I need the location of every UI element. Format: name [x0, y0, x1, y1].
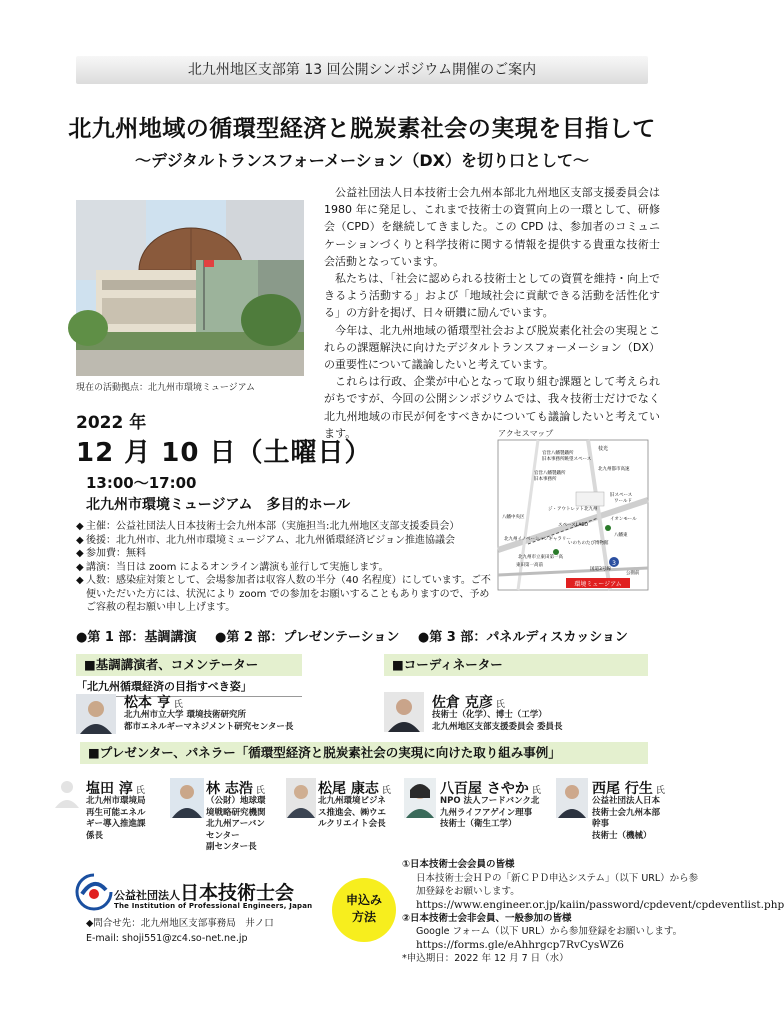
keynote-speaker-photo — [76, 694, 116, 734]
svg-text:公園前: 公園前 — [626, 571, 640, 576]
keynote-speaker-affiliation: 北九州市立大学 環境技術研究所 都市エネルギーマネジメント研究センター長 — [124, 710, 294, 732]
member-text: 日本技術士会ＨＰの「新ＣＰＤ申込システム」（以下 URL）から参加登録をお願いします。 — [416, 872, 699, 897]
presenter-5-affiliation: 公益社団法人日本 技術士会九州本部 幹事 技術士（機械） — [592, 796, 661, 841]
coordinator-affiliation: 技術士（化学）、博士（工学） 北九州地区支部支援委員会 委員長 — [432, 710, 563, 732]
svg-text:旧スペース: 旧スペース — [610, 493, 633, 498]
part-2: ●第 2 部：プレゼンテーション — [214, 630, 400, 645]
svg-text:東田第一高前: 東田第一高前 — [516, 563, 543, 568]
apply-instructions — [402, 858, 784, 965]
svg-text:国道3号線: 国道3号線 — [590, 567, 611, 572]
event-year: 2022 年 — [76, 413, 147, 433]
svg-text:旧本事務所眺望スペース: 旧本事務所眺望スペース — [542, 457, 592, 462]
presenter-section-bar: ■プレゼンター、パネラー「循環型経済と脱炭素社会の実現に向けた取り組み事例」 — [80, 742, 648, 764]
event-date: 12 月 10 日（土曜日） — [76, 438, 372, 468]
presenter-4-affiliation: NPO 法人フードバンク北 九州ライフアゲイン理事 技術士（衛生工学） — [440, 796, 540, 829]
member-url-link[interactable]: https://www.engineer.or.jp/kaiin/password/cpdevent/cpdeventlist.php — [416, 898, 784, 911]
org-name: 公益社団法人日本技術士会 — [114, 882, 295, 904]
part-1: ●第 1 部：基調講演 — [76, 630, 197, 645]
svg-text:官営八幡製鐵所: 官営八幡製鐵所 — [534, 471, 566, 476]
keynote-speaker-name: 松本 亨 氏 — [124, 695, 183, 711]
event-venue: 北九州市環境ミュージアム 多目的ホール — [86, 497, 351, 513]
svg-text:八幡東: 八幡東 — [614, 533, 628, 538]
svg-text:北九州市立東田第一高: 北九州市立東田第一高 — [518, 555, 563, 560]
presenter-2-affiliation: （公財）地球環 境戦略研究機関 北九州アーバン センター 副センター長 — [206, 796, 266, 852]
detail-capacity: 人数：感染症対策として、会場参加者は収容人数の半分（40 名程度）にしています。ご不便いただいた方には、状況により zoom での参加をお願いすることもありますので、予めご容赦の程お願い申し上げます。 — [86, 575, 491, 613]
museum-photo — [76, 200, 304, 376]
detail-organizer: 主催：公益社団法人日本技術士会九州本部（実施担当:北九州地区支部支援委員会） — [86, 521, 460, 532]
apply-method-badge: 申込み 方法 — [332, 878, 396, 942]
presenter-3-photo — [286, 778, 316, 818]
intro-text — [324, 184, 660, 442]
detail-fee: 参加費：無料 — [86, 548, 146, 559]
ipej-logo-icon — [74, 872, 114, 912]
contact-info — [86, 916, 274, 946]
svg-text:枝光: 枝光 — [598, 446, 609, 452]
coordinator-photo — [384, 692, 424, 732]
presenter-5-photo — [556, 778, 588, 818]
page-title: 北九州地域の循環型経済と脱炭素社会の実現を目指して — [68, 116, 656, 142]
member-heading: ①日本技術士会会員の皆様 — [402, 859, 515, 870]
presenter-5-name: 西尾 行生 氏 — [592, 781, 665, 797]
contact-email[interactable]: E-mail: shoji551@zc4.so-net.ne.jp — [86, 933, 248, 944]
program-parts — [76, 626, 676, 645]
presenter-placeholder-avatar — [54, 778, 80, 808]
map-destination: 環境ミュージアム — [574, 581, 622, 588]
presenter-2-photo — [170, 778, 204, 818]
svg-text:北九州イノベーションギャラリー: 北九州イノベーションギャラリー — [504, 537, 571, 542]
presenter-2-name: 林 志浩 氏 — [206, 781, 265, 797]
access-map — [498, 440, 648, 590]
announcement-band: 北九州地区支部第 13 回公開シンポジウム開催のご案内 — [76, 56, 648, 84]
intro-paragraph: これらは行政、企業が中心となって取り組む課題として考えられがちですが、今回の公開シンポジウムでは、我々技術士だけでなく北九州地域の市民が何をすべきかについても議論したいと考えています。 — [324, 375, 660, 440]
svg-text:北九州都市高速: 北九州都市高速 — [598, 467, 630, 472]
nonmember-heading: ②日本技術士会非会員、一般参加の皆様 — [402, 912, 572, 924]
event-details: ◆ 主催：公益社団法人日本技術士会九州本部（実施担当:北九州地区支部支援委員会） ◆ 後援：北九州市、北九州市環境ミュージアム、北九州循環経済ビジョン推進協議会 ◆ 参加費：無料 ◆ 講演：当日は zoom によるオンライン講演も並行して実施します。 ◆ 人数：感染症対策として、会場参加者は収容人数の半分（40 名程度）にしています。ご不便いただいた方には、状況により zoom での参加をお願いすることもありますので、予めご容赦の程お願い申し上げます。 — [76, 520, 496, 615]
presenter-4-name: 八百屋 さやか 氏 — [440, 781, 541, 797]
svg-text:ワールド: ワールド — [614, 499, 632, 504]
photo-caption: 現在の活動拠点：北九州市環境ミュージアム — [76, 383, 256, 393]
intro-paragraph: 今年は、北九州地域の循環型社会および脱炭素化社会の実現とこれらの課題解決に向けたデジタルトランスフォーメーション（DX）の重要性について議論したいと考えています。 — [324, 323, 660, 372]
svg-text:官営八幡製鐵所: 官営八幡製鐵所 — [542, 451, 574, 456]
access-map-label: アクセスマップ — [498, 429, 554, 438]
org-english-name: The Institution of Professional Engineers, Japan — [114, 902, 313, 910]
svg-text:ジ・アウトレット北九州: ジ・アウトレット北九州 — [548, 507, 598, 512]
presenter-3-name: 松尾 康志 氏 — [318, 781, 391, 797]
detail-support: 後援：北九州市、北九州市環境ミュージアム、北九州循環経済ビジョン推進協議会 — [86, 534, 455, 546]
contact-office: ◆問合せ先：北九州地区支部事務局 井ノ口 — [86, 918, 274, 929]
event-time: 13:00～17:00 — [86, 474, 197, 492]
svg-text:旧本事務所: 旧本事務所 — [534, 477, 557, 482]
presenter-1-affiliation: 北九州市環境局 再生可能エネル ギー導入推進課 係長 — [86, 796, 146, 841]
intro-paragraph: 私たちは、「社会に認められる技術士としての資質を維持・向上できるよう活動する」および「地域社会に貢献できる活動を活性化する」の方針を掲げ、日々研鑽に励んでいます。 — [324, 272, 660, 320]
nonmember-url-link[interactable]: https://forms.gle/eAhhrgcp7RvCysWZ6 — [416, 938, 624, 951]
nonmember-text: Google フォーム（以下 URL）から参加登録をお願いします。 — [416, 926, 683, 937]
svg-text:いのちのたび博物館: いのちのたび博物館 — [568, 541, 609, 546]
presenter-4-photo — [404, 778, 436, 818]
presenter-3-affiliation: 北九州環境ビジネ ス推進会、㈱ウエ ルクリエイト会長 — [318, 796, 387, 829]
map-route-number: 3 — [612, 560, 616, 567]
presenter-1-name: 塩田 淳 氏 — [86, 781, 145, 797]
keynote-section-bar: ■基調講演者、コメンテーター — [76, 654, 302, 676]
svg-text:八幡中央区: 八幡中央区 — [502, 515, 525, 520]
coordinator-name: 佐倉 克彦 氏 — [432, 695, 505, 711]
svg-text:イオンモール: イオンモール — [610, 517, 637, 522]
part-3: ●第 3 部：パネルディスカッション — [417, 630, 628, 645]
intro-paragraph: 公益社団法人日本技術士会九州本部北九州地区支部支援委員会は 1980 年に発足し、これまで技術士の資質向上の一環として、研修会（CPD）を継続してきました。この CPD は、参加者のコミュニケーションづくりと科学技術に関する情報を提供する貴重な技術士会活動となっています。 — [324, 186, 660, 268]
page-subtitle: ～デジタルトランスフォーメーション（DX）を切り口として～ — [135, 151, 589, 170]
apply-deadline: *申込期日：2022 年 12 月 7 日（水） — [402, 952, 569, 964]
keynote-theme: 「北九州循環経済の目指すべき姿」 — [76, 678, 302, 697]
detail-lecture: 講演：当日は zoom によるオンライン講演も並行して実施します。 — [86, 561, 389, 573]
svg-text:スペースLABO: スペースLABO — [558, 523, 589, 528]
coordinator-section-bar: ■コーディネーター — [384, 654, 648, 676]
